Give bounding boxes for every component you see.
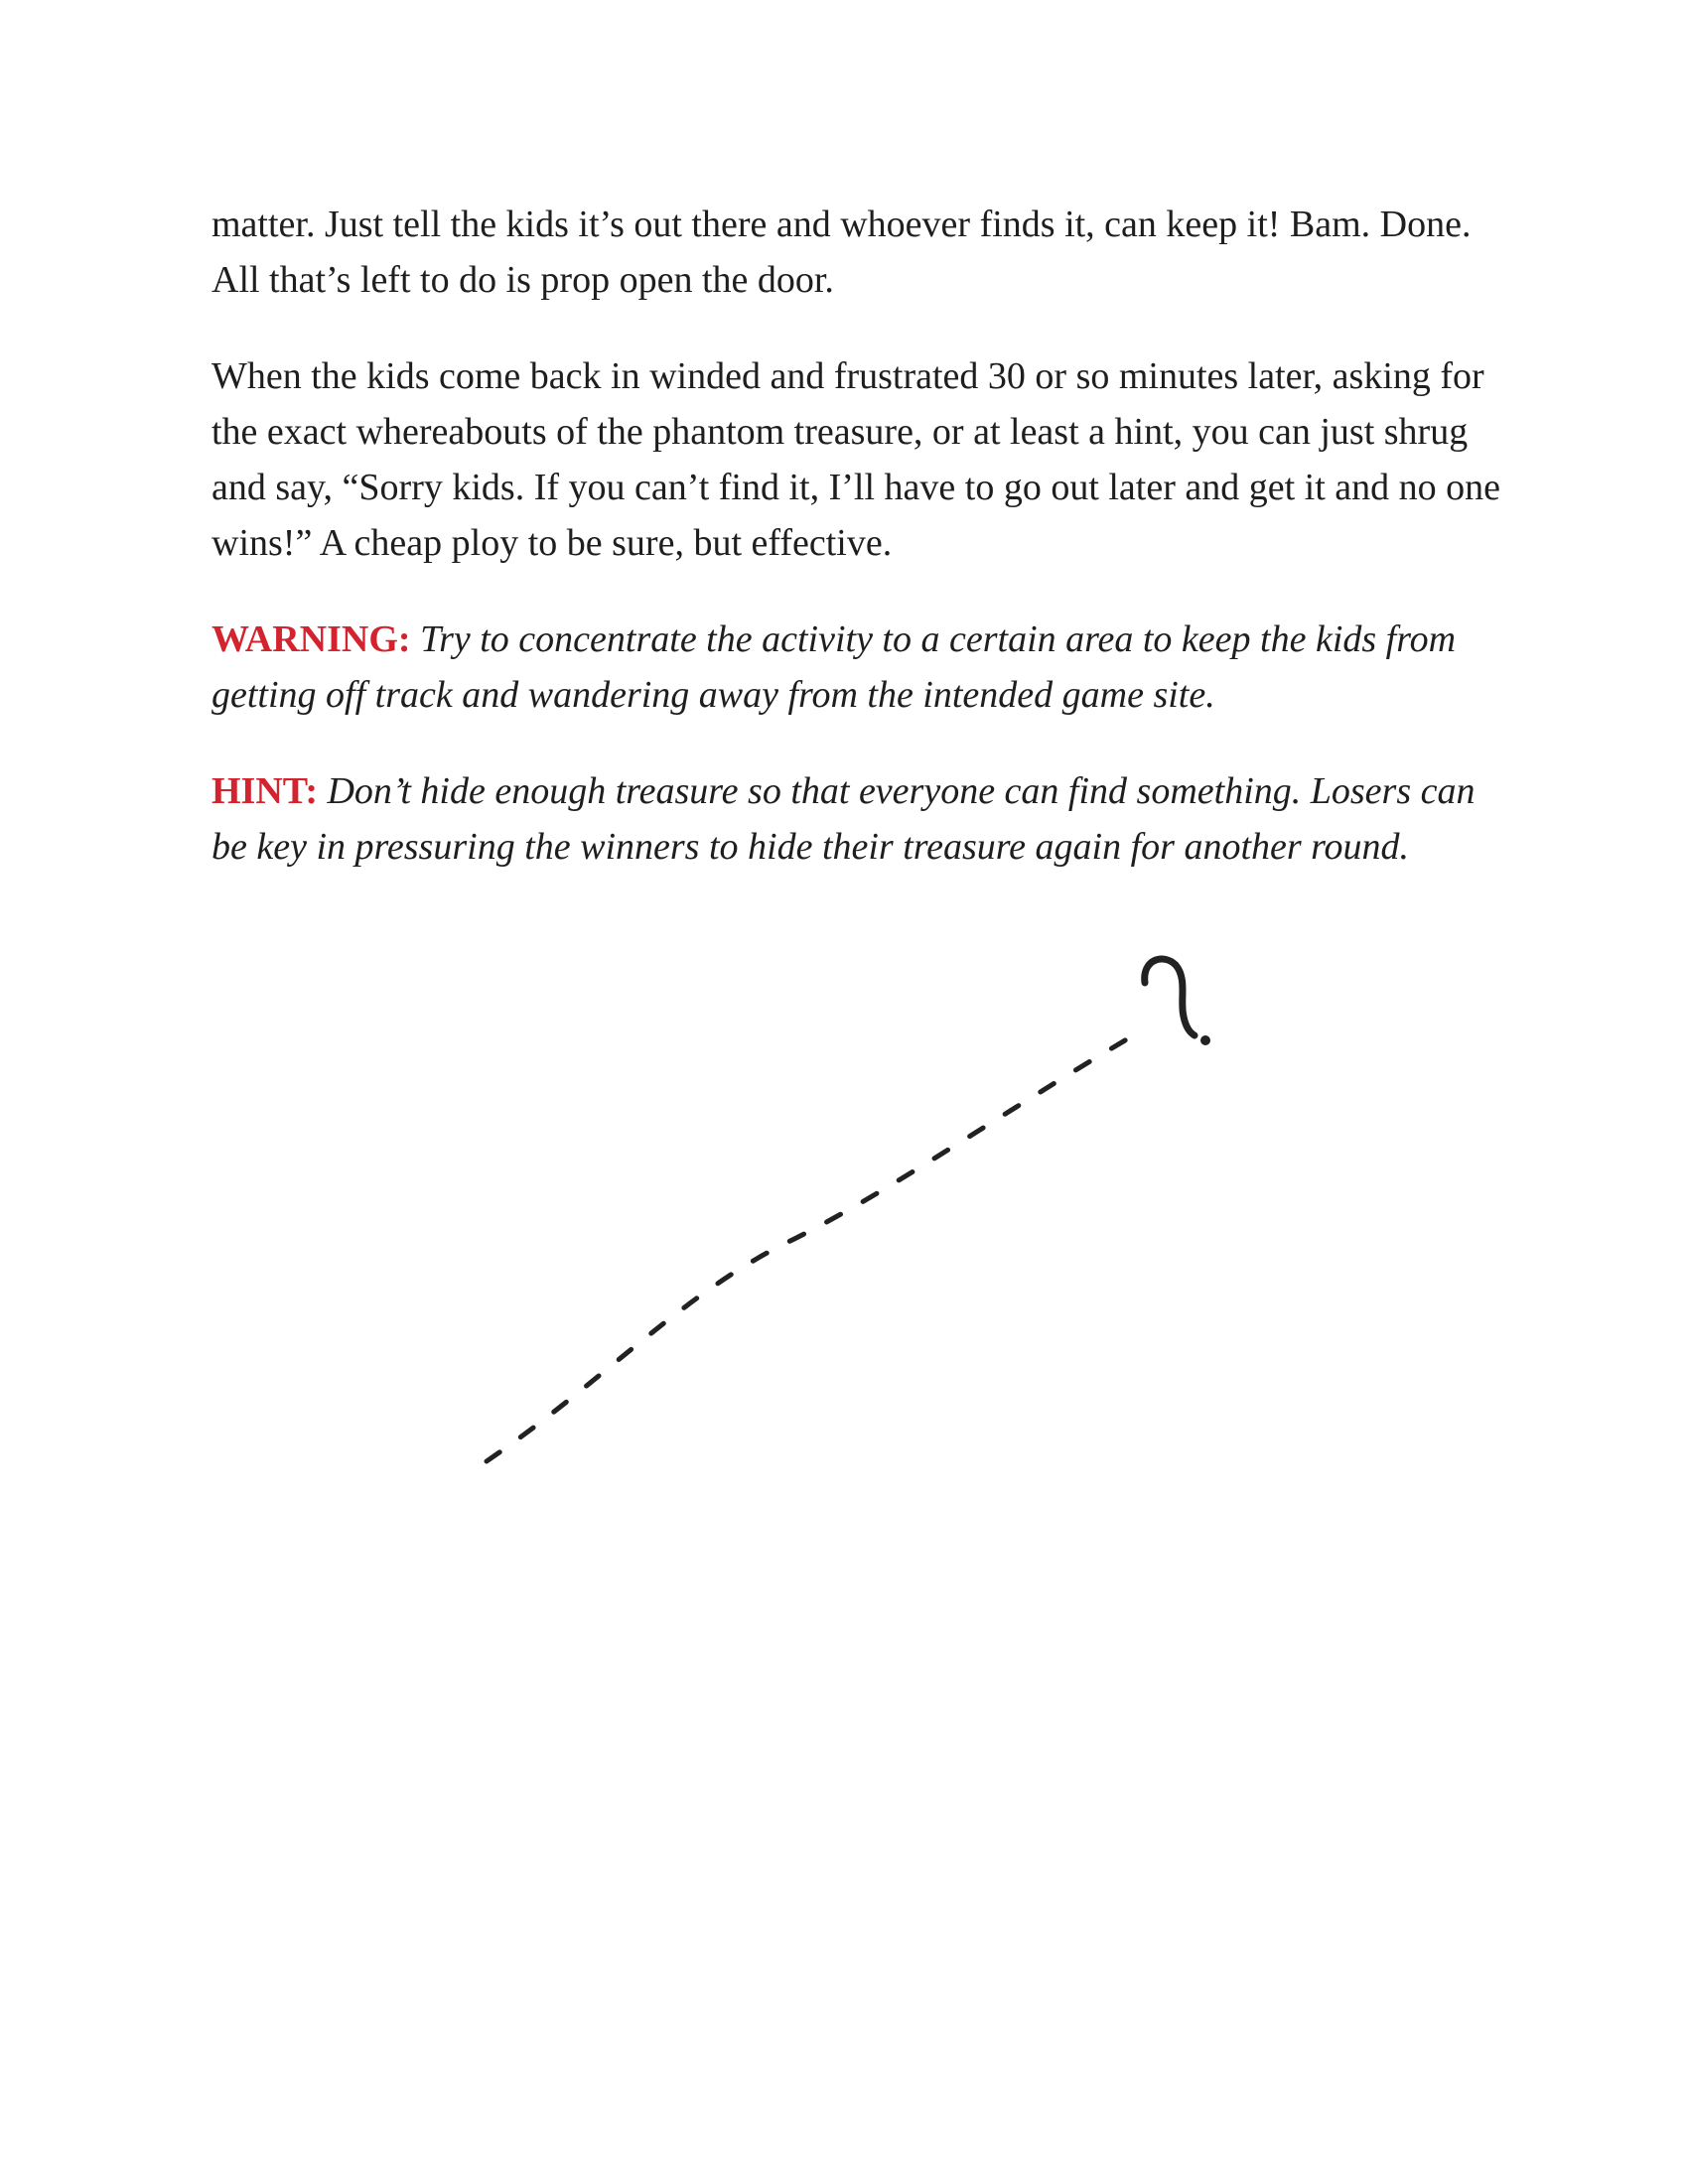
warning-note (211, 612, 1502, 723)
question-mark-curve (1145, 959, 1195, 1035)
paragraph-1: matter. Just tell the kids it’s out there and whoever finds it, can keep it! Bam. Done. All that’s left to do is prop open the door. (211, 204, 1472, 301)
hint-label: HINT: (211, 770, 318, 812)
question-mark-dot (1200, 1035, 1210, 1045)
warning-text: Try to concentrate the activity to a certain area to keep the kids from getting off track and wandering away from the intended game site. (211, 618, 1457, 716)
body-text (211, 197, 1502, 915)
dashed-trail (487, 1030, 1142, 1461)
hint-note (211, 763, 1502, 875)
warning-label: WARNING: (211, 618, 411, 660)
hint-text: Don’t hide enough treasure so that everyone can find something. Losers can be key in pressuring the winners to hide their treasure again for another round. (211, 770, 1476, 868)
paragraph-2: When the kids come back in winded and frustrated 30 or so minutes later, asking for the exact whereabouts of the phantom treasure, or at least a hint, you can just shrug and say, “Sorry kids. If you can’t find it, I’ll have to go out later and get it and no one wins!” A cheap ploy to be sure, but effective. (211, 355, 1501, 564)
